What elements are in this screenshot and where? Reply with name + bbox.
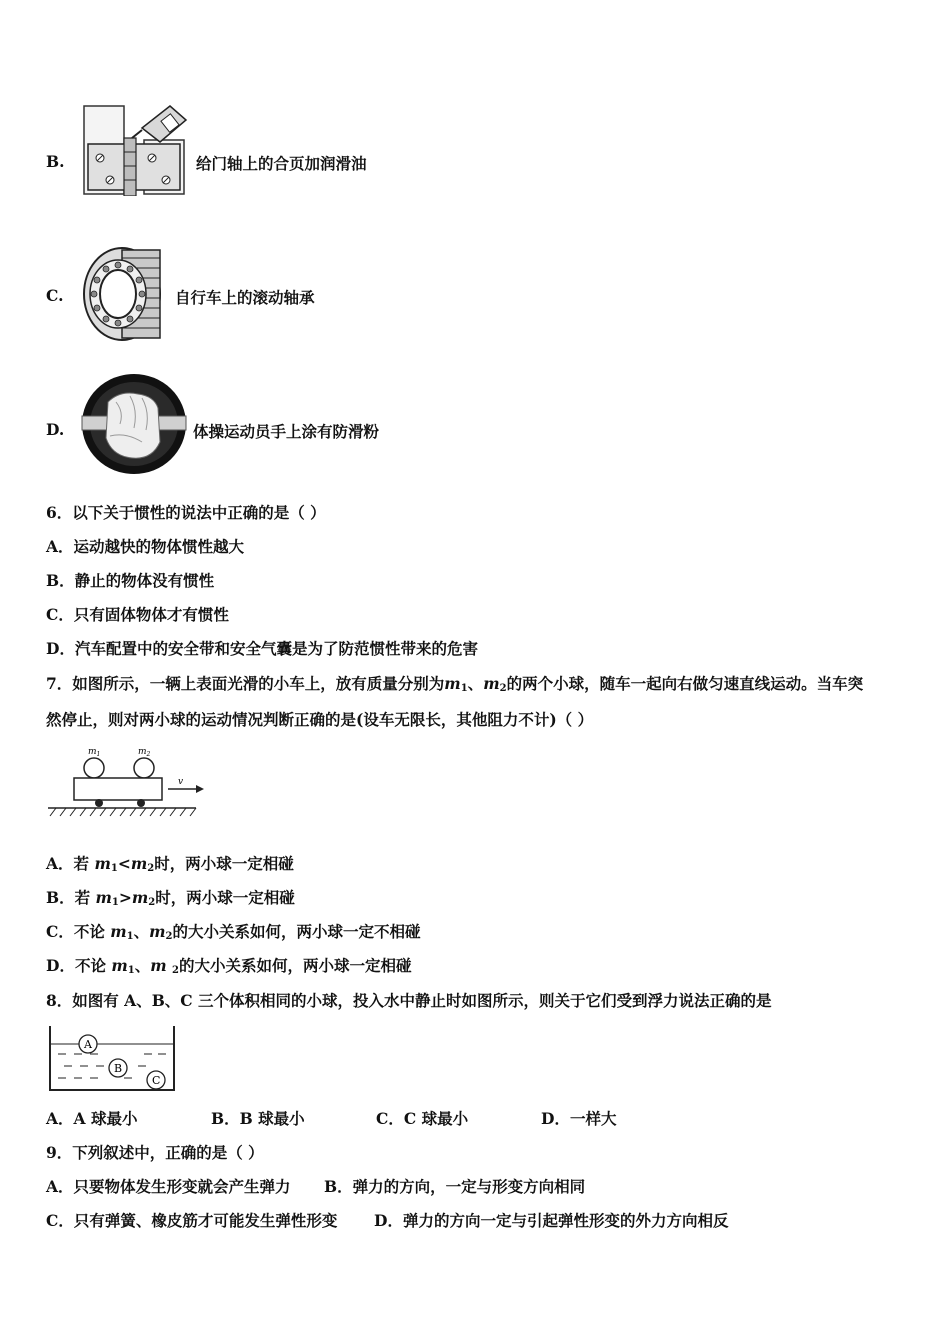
- q5-option-d: [46, 420, 64, 439]
- q5-option-b-label: B.: [46, 152, 65, 171]
- q7-stem-part1: 7．如图所示，一辆上表面光滑的小车上，放有质量分别为: [46, 674, 445, 693]
- q5-option-d-label: D.: [46, 420, 65, 439]
- q7-stem-m1-sub: 1: [460, 683, 468, 694]
- q8-option-d: D．一样大: [541, 1109, 617, 1128]
- velocity-arrowhead: [196, 785, 204, 793]
- ball-m2: [134, 758, 154, 778]
- q6-stem: 6．以下关于惯性的说法中正确的是（ ）: [46, 503, 326, 522]
- q8-option-a: A．A 球最小: [46, 1109, 138, 1128]
- q7-stem-m2: m: [483, 674, 500, 693]
- q7-stem-line2: 然停止，则对两小球的运动情况判断正确的是(设车无限长，其他阻力不计)（ ）: [46, 710, 594, 729]
- ball-a-label: A: [84, 1038, 92, 1051]
- q6-option-b: B．静止的物体没有惯性: [46, 571, 215, 590]
- q5-option-b-text: 给门轴上的合页加润滑油: [196, 154, 367, 173]
- q9-option-b: B．弹力的方向，一定与形变方向相同: [324, 1177, 586, 1196]
- floating-balls-figure: [44, 1022, 180, 1094]
- velocity-label: v: [178, 777, 184, 787]
- q7-stem-m2-sub: 2: [499, 683, 507, 694]
- q9-stem: 9．下列叙述中，正确的是（ ）: [46, 1143, 264, 1162]
- q5-option-c-label: C.: [46, 286, 64, 305]
- q6-option-a: A．运动越快的物体惯性越大: [46, 537, 245, 556]
- q7-option-a: A．若 $m_1<m_2$时，两小球一定相碰: [46, 854, 294, 874]
- q5-option-d-text: 体操运动员手上涂有防滑粉: [193, 422, 380, 441]
- q6-option-c: C．只有固体物体才有惯性: [46, 605, 229, 624]
- q8-option-c: C．C 球最小: [376, 1109, 469, 1128]
- fig-m2-label: $m_2$: [138, 747, 151, 758]
- q9-options-row1: [46, 1177, 585, 1197]
- cart-body: [74, 778, 162, 800]
- q9-option-d: D．弹力的方向一定与引起弹性形变的外力方向相反: [374, 1211, 729, 1230]
- door-hinge-oil-figure: [80, 100, 188, 196]
- q7-option-c: C．不论 $m_1$、$m_2$的大小关系如何，两小球一定不相碰: [46, 922, 421, 942]
- ball-b-label: B: [114, 1062, 123, 1075]
- q7-option-b: B．若 $m_1>m_2$时，两小球一定相碰: [46, 888, 295, 908]
- q8-stem: 8．如图有 A、B、C 三个体积相同的小球，投入水中静止时如图所示，则关于它们受到浮力说法正确的是: [46, 991, 772, 1010]
- ball-c-label: C: [152, 1074, 161, 1087]
- q7-stem-sep: 、: [467, 674, 484, 693]
- roller-bearing-figure: [78, 242, 170, 344]
- cart-wheel-left: [95, 799, 103, 807]
- gymnast-hand-figure: [80, 372, 188, 476]
- q5-option-c-text: 自行车上的滚动轴承: [175, 288, 315, 307]
- q7-option-d: D．不论 $m_1$、m $_2$的大小关系如何，两小球一定相碰: [46, 956, 412, 976]
- q7-stem-part2: 的两个小球，随车一起向右做匀速直线运动。当车突: [506, 674, 864, 693]
- q5-option-b: [46, 152, 65, 171]
- q9-options-row2: [46, 1211, 728, 1231]
- q9-option-a: A．只要物体发生形变就会产生弹力: [46, 1177, 291, 1196]
- q6-option-d: D．汽车配置中的安全带和安全气囊是为了防范惯性带来的危害: [46, 639, 478, 658]
- q8-option-b: B．B 球最小: [211, 1109, 305, 1128]
- q7-stem-m1: m: [444, 674, 461, 693]
- cart-with-two-balls-figure: [44, 742, 204, 824]
- q9-option-c: C．只有弹簧、橡皮筋才可能发生弹性形变: [46, 1211, 338, 1230]
- q7-stem-line1: [46, 674, 863, 699]
- cart-wheel-right: [137, 799, 145, 807]
- fig-m1-label: $m_1$: [88, 747, 101, 758]
- q8-options-row: [46, 1109, 616, 1129]
- q5-option-c: [46, 286, 63, 305]
- ground-hatch: [50, 808, 196, 816]
- ball-m1: [84, 758, 104, 778]
